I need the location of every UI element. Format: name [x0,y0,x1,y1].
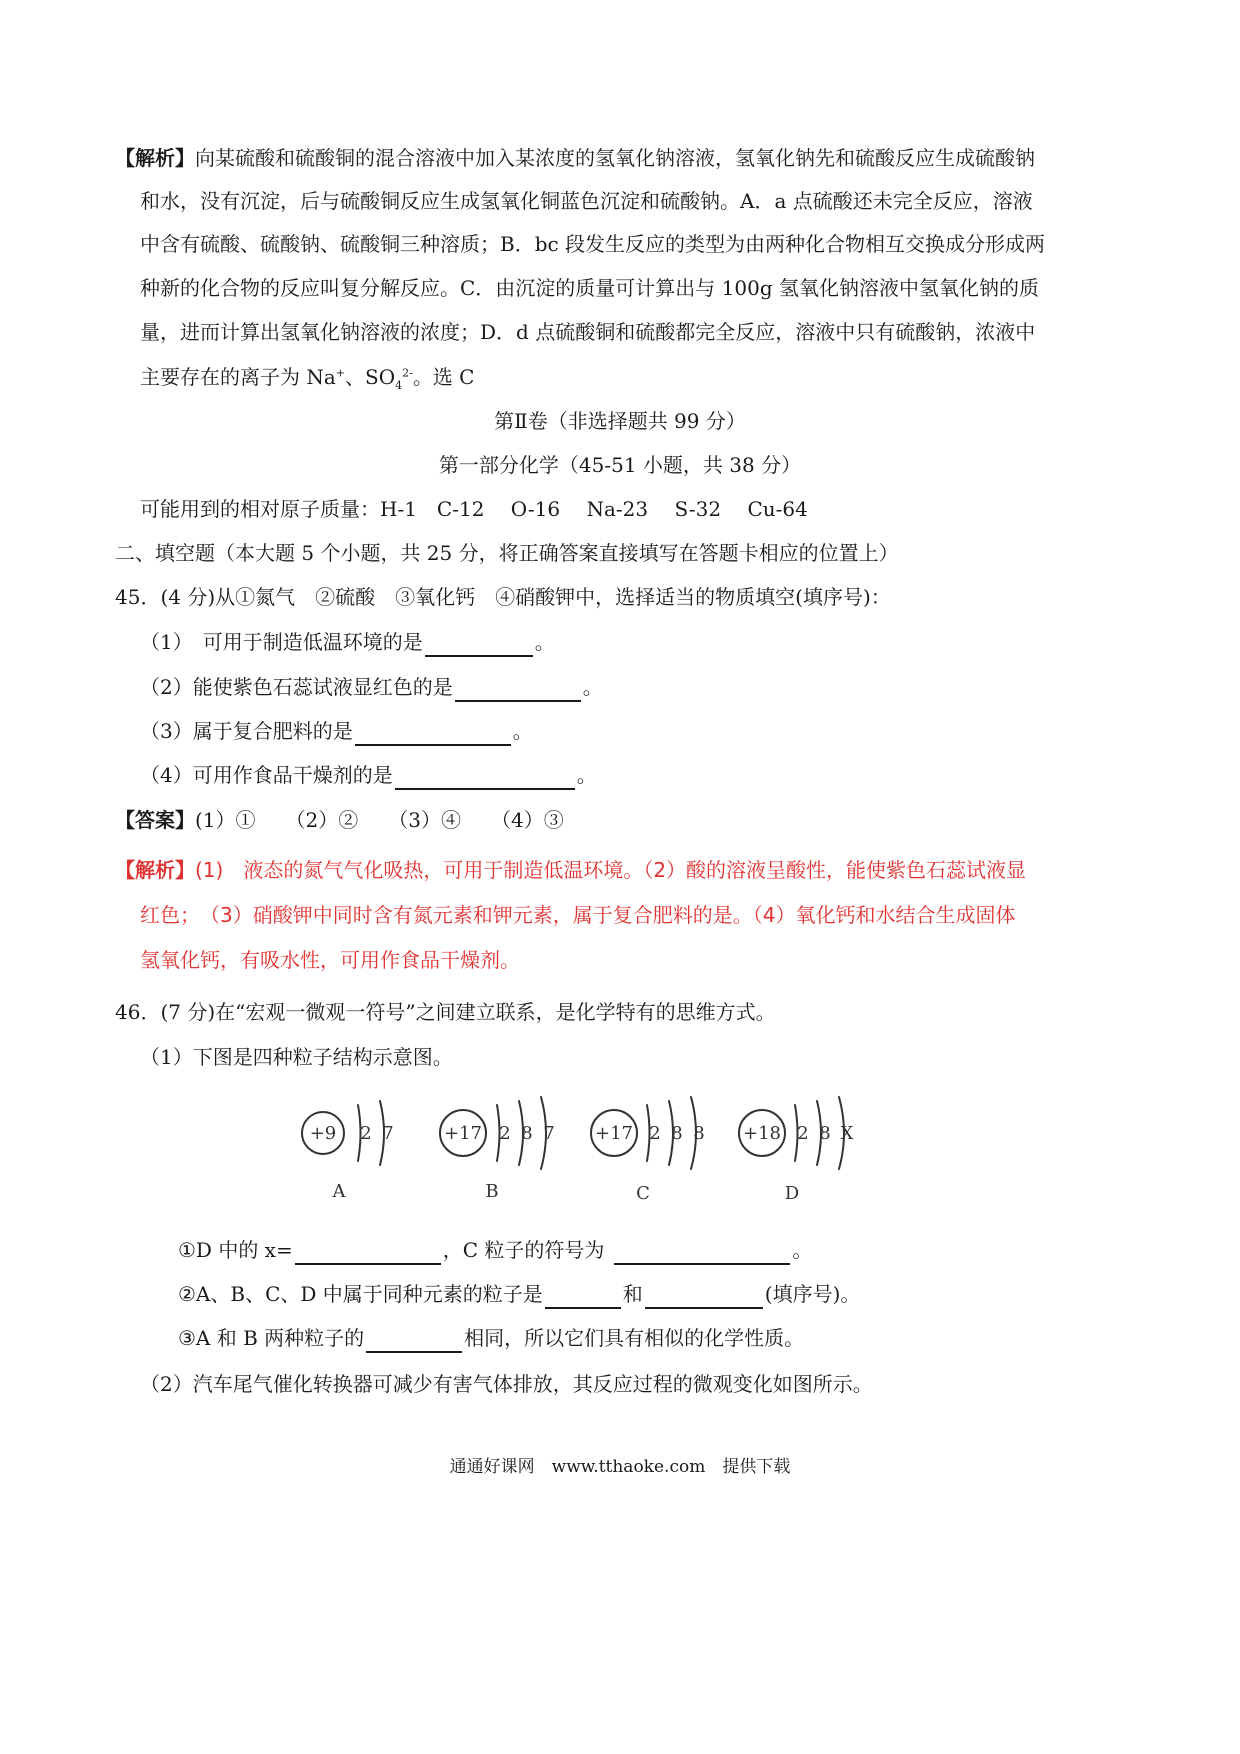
q46-q1 [178,1235,812,1265]
particle-label-a: A [332,1181,346,1202]
q45-analysis-1 [115,855,1026,885]
nucleus-b: +17 [444,1123,482,1144]
shell-d-1: 2 [797,1123,809,1144]
analysis-line-5: 量，进而计算出氢氧化钠溶液的浓度；D．d 点硫酸铜和硫酸都完全反应，溶液中只有硫酸钠，浓液中 [140,320,1036,344]
ion-prefix: 主要存在的离子为 Na [140,365,336,389]
particle-diagrams [0,1085,1240,1225]
nucleus-d: +18 [743,1123,781,1144]
shell-c-1: 2 [649,1123,661,1144]
answer-blank-45-1[interactable] [425,633,533,657]
shell-a-2: 7 [382,1123,394,1144]
analysis-line-1: 向某硫酸和硫酸铜的混合溶液中加入某浓度的氢氧化钠溶液，氢氧化钠先和硫酸反应生成硫酸钠 [195,146,1035,170]
q46-q3-text-b: 相同，所以它们具有相似的化学性质。 [464,1326,805,1350]
q46-sub1: （1）下图是四种粒子结构示意图。 [140,1045,453,1069]
shell-a-1: 2 [360,1123,372,1144]
period: 。 [576,763,597,787]
particle-label-d: D [784,1183,800,1204]
na-charge: + [335,366,345,380]
ion-suffix: 。选 C [412,365,475,389]
analysis-label-red: 【解析】 [115,858,195,882]
q45-sub4-text: （4）可用作食品干燥剂的是 [140,763,393,787]
particle-label-b: B [485,1181,499,1202]
q45-sub2-text: （2）能使紫色石蕊试液显红色的是 [140,675,453,699]
q45-sub1 [140,627,555,657]
so4-text: 、SO [345,365,396,389]
answer-blank-46-same-1[interactable] [545,1285,621,1309]
q45-analysis-3: 氢氧化钙，有吸水性，可用作食品干燥剂。 [140,948,520,972]
answer-blank-46-x[interactable] [295,1241,441,1265]
atomic-masses: 可能用到的相对原子质量：H-1 C-12 O-16 Na-23 S-32 Cu-64 [140,497,808,521]
answer-label: 【答案】 [115,808,195,832]
answer-blank-45-2[interactable] [455,678,581,702]
analysis-label: 【解析】向某硫酸和硫酸铜的混合溶液中加入某浓度的氢氧化钠溶液，氢氧化钠先和硫酸反应生成硫酸钠 [115,146,1035,170]
footer: 通通好课网 www.tthaoke.com 提供下载 [449,1457,791,1477]
part2-heading: 二、填空题（本大题 5 个小题，共 25 分，将正确答案直接填写在答题卡相应的位置上） [115,541,899,565]
q46-q2-text-b: 和 [622,1282,643,1306]
q46-q2-end: (填序号)。 [764,1282,861,1306]
section-title: 第Ⅱ卷（非选择题共 99 分） [494,409,746,433]
q45-stem: 45．(4 分)从①氮气 ②硫酸 ③氧化钙 ④硝酸钾中，选择适当的物质填空(填序号)： [115,585,891,609]
q45-analysis-2: 红色； （3）硝酸钾中同时含有氮元素和钾元素，属于复合肥料的是。（4）氧化钙和水结合生成固体 [140,903,1016,927]
q45-sub1-text: （1） 可用于制造低温环境的是 [140,630,423,654]
analysis-line-4: 种新的化合物的反应叫复分解反应。C．由沉淀的质量可计算出与 100g 氢氧化钠溶液中氢氧化钠的质 [140,276,1039,300]
analysis-line-3: 中含有硫酸、硫酸钠、硫酸铜三种溶质；B．bc 段发生反应的类型为由两种化合物相互交换成分形成两 [140,232,1046,256]
answer-blank-45-4[interactable] [395,766,575,790]
q45-answer [115,805,564,835]
shell-d-3: X [840,1123,854,1144]
analysis-text: (1) 液态的氮气气化吸热，可用于制造低温环境。（2）酸的溶液呈酸性，能使紫色石蕊试液显 [195,858,1027,882]
shell-c-2: 8 [671,1123,683,1144]
period: 。 [582,675,603,699]
so4-charge: 2- [402,366,413,380]
period: 。 [792,1238,813,1262]
shell-c-3: 8 [693,1123,705,1144]
section-subtitle: 第一部分化学（45-51 小题，共 38 分） [438,453,802,477]
q45-sub2 [140,672,603,702]
analysis-line-6 [140,362,475,392]
nucleus-a: +9 [309,1123,337,1144]
answer-blank-45-3[interactable] [355,722,511,746]
q46-q3-text-a: ③A 和 B 两种粒子的 [178,1326,365,1350]
q45-sub3-text: （3）属于复合肥料的是 [140,719,353,743]
answer-text: (1）① （2）② （3）④ （4）③ [195,808,564,832]
q46-q2-text-a: ②A、B、C、D 中属于同种元素的粒子是 [178,1282,543,1306]
q46-q2 [178,1279,860,1309]
q46-sub2: （2）汽车尾气催化转换器可减少有害气体排放，其反应过程的微观变化如图所示。 [140,1372,873,1396]
period: 。 [512,719,533,743]
q45-sub3 [140,716,533,746]
q46-q1-text-a: ①D 中的 x= [178,1238,293,1262]
answer-blank-46-c-symbol[interactable] [614,1241,790,1265]
shell-d-2: 8 [819,1123,831,1144]
nucleus-c: +17 [595,1123,633,1144]
q45-sub4 [140,760,597,790]
period: 。 [534,630,555,654]
answer-blank-46-ab[interactable] [366,1329,462,1353]
shell-b-1: 2 [499,1123,511,1144]
analysis-line-2: 和水，没有沉淀，后与硫酸铜反应生成氢氧化铜蓝色沉淀和硫酸钠。A．a 点硫酸还未完全反应，溶液 [140,189,1033,213]
shell-b-2: 8 [521,1123,533,1144]
so4-subscript: 4 [395,379,403,392]
particle-label-c: C [636,1183,650,1204]
answer-blank-46-same-2[interactable] [645,1285,763,1309]
q46-q1-text-b: ，C 粒子的符号为 [442,1238,605,1262]
shell-b-3: 7 [543,1123,555,1144]
q46-stem: 46．(7 分)在“宏观一微观一符号”之间建立联系，是化学特有的思维方式。 [115,1000,776,1024]
q46-q3 [178,1323,804,1353]
